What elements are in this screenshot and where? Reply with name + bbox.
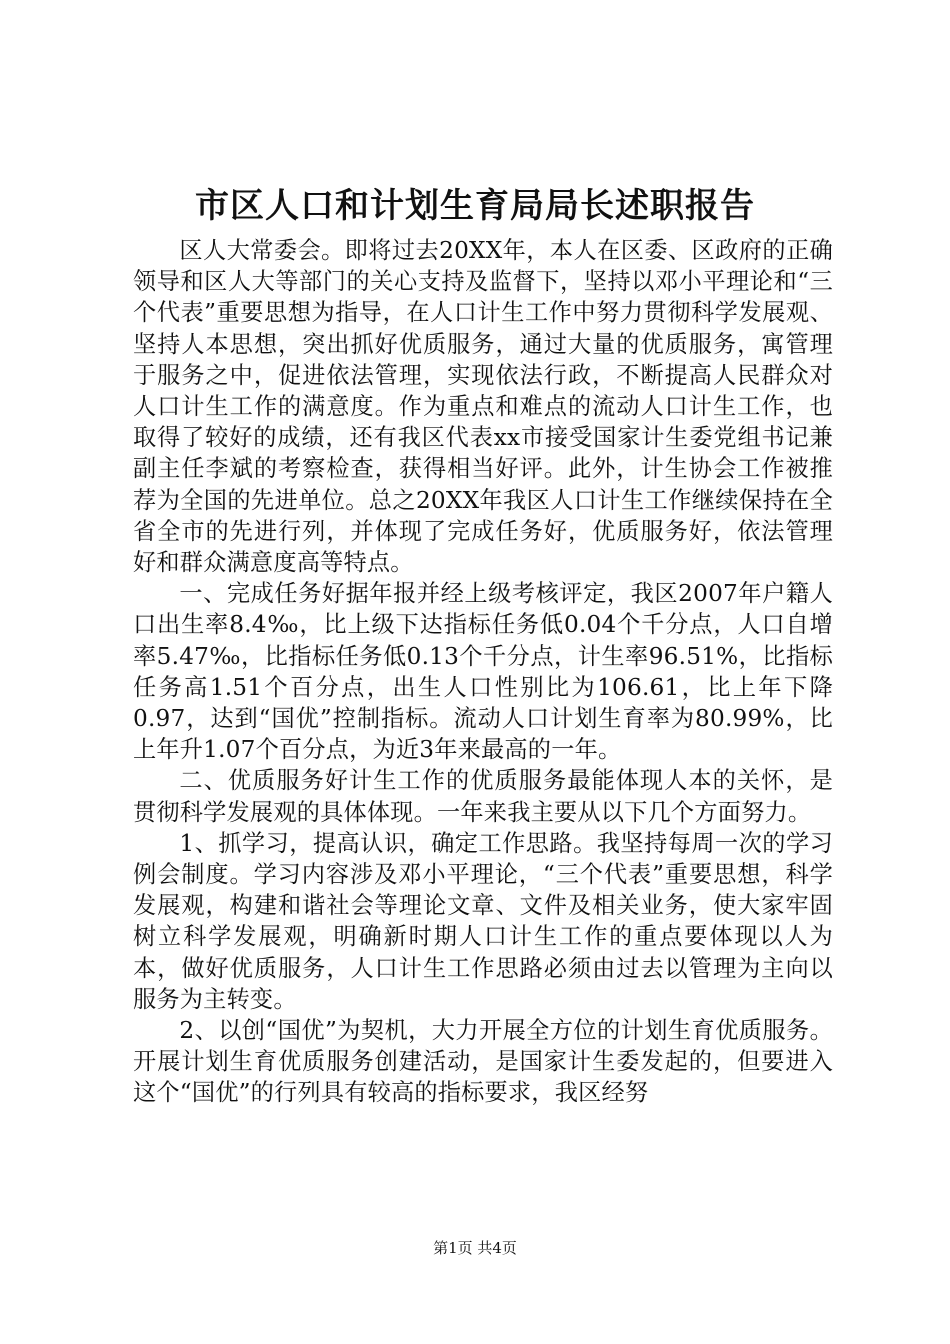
document-title: 市区人口和计划生育局局长述职报告 <box>195 186 755 226</box>
document-body <box>133 235 833 1109</box>
page-number-footer: 第1页 共4页 <box>433 1239 517 1257</box>
paragraph-item-2: 2、以创“国优”为契机，大力开展全方位的计划生育优质服务。开展计划生育优质服务创建活动，是国家计生委发起的，但要进入这个“国优”的行列具有较高的指标要求，我区经努 <box>133 1017 833 1107</box>
paragraph-item-1: 1、抓学习，提高认识，确定工作思路。我坚持每周一次的学习例会制度。学习内容涉及邓小平理论，“三个代表”重要思想，科学发展观，构建和谐社会等理论文章、文件及相关业务，使大家牢固树立科学发展观，明确新时期人口计生工作的重点要体现以人为本，做好优质服务，人口计生工作思路必须由过去以管理为主向以服务为主转变。 <box>133 829 833 1013</box>
paragraph-section-2: 二、优质服务好计生工作的优质服务最能体现人本的关怀，是贯彻科学发展观的具体体现。一年来我主要从以下几个方面努力。 <box>133 767 833 826</box>
paragraph-intro: 区人大常委会。即将过去20XX年，本人在区委、区政府的正确领导和区人大等部门的关心支持及监督下，坚持以邓小平理论和“三个代表”重要思想为指导，在人口计生工作中努力贯彻科学发展观、坚持人本思想，突出抓好优质服务，通过大量的优质服务，寓管理于服务之中，促进依法管理，实现依法行政，不断提高人民群众对人口计生工作的满意度。作为重点和难点的流动人口计生工作，也取得了较好的成绩，还有我区代表xx市接受国家计生委党组书记兼副主任李斌的考察检查，获得相当好评。此外，计生协会工作被推荐为全国的先进单位。总之20XX年我区人口计生工作继续保持在全省全市的先进行列，并体现了完成任务好，优质服务好，依法管理好和群众满意度高等特点。 <box>133 237 833 577</box>
paragraph-section-1: 一、完成任务好据年报并经上级考核评定，我区2007年户籍人口出生率8.4‰，比上级下达指标任务低0.04个千分点，人口自增率5.47‰，比指标任务低0.13个千分点，计生率96.51%，比指标任务高1.51个百分点，出生人口性别比为106.61，比上年下降0.97，达到“国优”控制指标。流动人口计划生育率为80.99%，比上年升1.07个百分点，为近3年来最高的一年。 <box>133 580 833 764</box>
